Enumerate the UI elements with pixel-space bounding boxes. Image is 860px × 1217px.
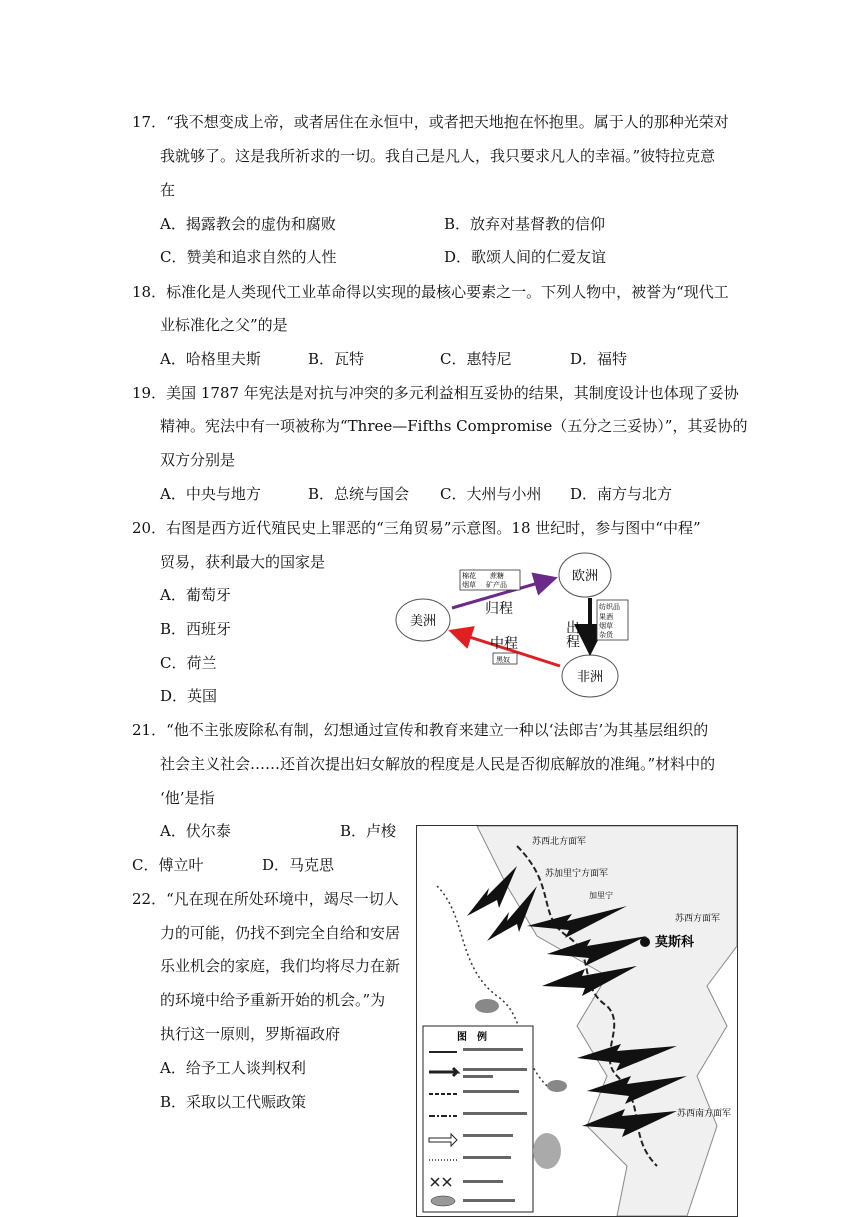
q18-line-2: 业标准化之父”的是 — [160, 316, 288, 334]
outbound-cargo-3: 烟草 — [599, 622, 613, 630]
q17-option-b[interactable]: B．放弃对基督教的信仰 — [444, 215, 606, 233]
q22-line-1: 22．“凡在现在所处环境中，竭尽一切人 — [132, 890, 399, 908]
moscow-battle-map — [416, 825, 738, 1217]
middle-cargo-1: 黑奴 — [496, 656, 510, 664]
q22-option-a[interactable]: A．给予工人谈判权利 — [160, 1059, 306, 1077]
map-partisan-area-3 — [533, 1133, 561, 1169]
middle-label: 中程 — [490, 636, 518, 652]
q17-line-3: 在 — [160, 181, 176, 199]
map-partisan-area-1 — [475, 999, 499, 1013]
northwest-front-label: 苏西北方面军 — [532, 837, 587, 847]
triangle-trade-diagram — [390, 548, 630, 700]
map-legend-title: 图 例 — [457, 1032, 487, 1043]
q20-line-1: 20．右图是西方近代殖民史上罪恶的“三角贸易”示意图。18 世纪时，参与图中“中程” — [132, 519, 701, 537]
q17-option-a[interactable]: A．揭露教会的虚伪和腐败 — [160, 215, 336, 233]
outbound-cargo-2: 果酒 — [599, 613, 613, 621]
return-cargo-2: 蔗糖 — [490, 572, 504, 580]
q21-option-d[interactable]: D．马克思 — [262, 856, 335, 874]
q21-option-a[interactable]: A．伏尔泰 — [160, 822, 231, 840]
q17-option-d[interactable]: D．歌颂人间的仁爱友谊 — [444, 248, 607, 266]
q18-line-1: 18．标准化是人类现代工业革命得以实现的最核心要素之一。下列人物中，被誉为“现代工 — [132, 283, 729, 301]
node-america-label: 美洲 — [409, 614, 437, 629]
node-europe-label: 欧洲 — [571, 569, 599, 584]
q17-option-c[interactable]: C．赞美和追求自然的人性 — [160, 248, 337, 266]
southwest-front-label: 苏西南方面军 — [677, 1109, 732, 1119]
q19-option-c[interactable]: C．大州与小州 — [440, 485, 542, 503]
q20-line-2: 贸易，获利最大的国家是 — [160, 553, 326, 571]
q18-option-b[interactable]: B．瓦特 — [308, 350, 365, 368]
q19-line-3: 双方分别是 — [160, 451, 236, 469]
q19-option-a[interactable]: A．中央与地方 — [160, 485, 261, 503]
q22-option-b[interactable]: B．采取以工代赈政策 — [160, 1093, 307, 1111]
q20-option-a[interactable]: A．葡萄牙 — [160, 586, 231, 604]
q19-line-2: 精神。宪法中有一项被称为“Three—Fifths Compromise（五分之三妥协）”，其妥协的 — [160, 417, 748, 435]
q22-line-4: 的环境中给予重新开始的机会。”为 — [160, 991, 386, 1009]
map-legend-box — [423, 1026, 533, 1212]
q18-option-d[interactable]: D．福特 — [570, 350, 628, 368]
q18-option-a[interactable]: A．哈格里夫斯 — [160, 350, 261, 368]
q19-option-d[interactable]: D．南方与北方 — [570, 485, 673, 503]
node-africa-label: 非洲 — [576, 670, 604, 685]
q21-line-1: 21．“他不主张废除私有制，幻想通过宣传和教育来建立一种以‘法郎吉’为其基层组织的 — [132, 721, 709, 739]
q18-option-c[interactable]: C．惠特尼 — [440, 350, 512, 368]
q21-option-b[interactable]: B．卢梭 — [340, 822, 397, 840]
q22-line-5: 执行这一原则，罗斯福政府 — [160, 1025, 341, 1043]
return-cargo-3: 烟草 — [462, 581, 476, 589]
q21-line-2: 社会主义社会……还首次提出妇女解放的程度是人民是否彻底解放的准绳。”材料中的 — [160, 755, 716, 773]
return-label: 归程 — [485, 601, 513, 617]
q20-option-d[interactable]: D．英国 — [160, 687, 218, 705]
q22-line-3: 乐业机会的家庭，我们均将尽力在新 — [160, 957, 401, 975]
moscow-marker — [640, 937, 650, 947]
kalinin-city-label: 加里宁 — [589, 891, 613, 900]
q19-option-b[interactable]: B．总统与国会 — [308, 485, 410, 503]
q22-line-2: 力的可能，仍找不到完全自给和安居 — [160, 924, 401, 942]
kalinin-front-label: 苏加里宁方面军 — [545, 869, 609, 879]
q21-line-3: ‘他’是指 — [160, 789, 215, 807]
q17-line-1: 17．“我不想变成上帝，或者居住在永恒中，或者把天地抱在怀抱里。属于人的那种光荣对 — [132, 113, 729, 131]
outbound-cargo-1: 纺织品 — [599, 603, 620, 611]
map-partisan-area-2 — [547, 1080, 567, 1092]
moscow-label: 莫斯科 — [655, 935, 695, 950]
western-front-label: 苏西方面军 — [675, 914, 721, 924]
q20-option-c[interactable]: C．荷兰 — [160, 654, 217, 672]
q21-option-c[interactable]: C．傅立叶 — [132, 856, 204, 874]
q20-option-b[interactable]: B．西班牙 — [160, 620, 232, 638]
q17-line-2: 我就够了。这是我所祈求的一切。我自己是凡人，我只要求凡人的幸福。”彼特拉克意 — [160, 147, 716, 165]
map-svg — [417, 826, 737, 1216]
outbound-label: 出程 — [564, 620, 580, 648]
outbound-cargo-4: 杂货 — [599, 631, 613, 639]
return-cargo-4: 矿产品 — [486, 581, 507, 589]
q19-line-1: 19．美国 1787 年宪法是对抗与冲突的多元利益相互妥协的结果，其制度设计也体现了妥协 — [132, 384, 739, 402]
return-cargo-1: 棉花 — [462, 572, 476, 580]
